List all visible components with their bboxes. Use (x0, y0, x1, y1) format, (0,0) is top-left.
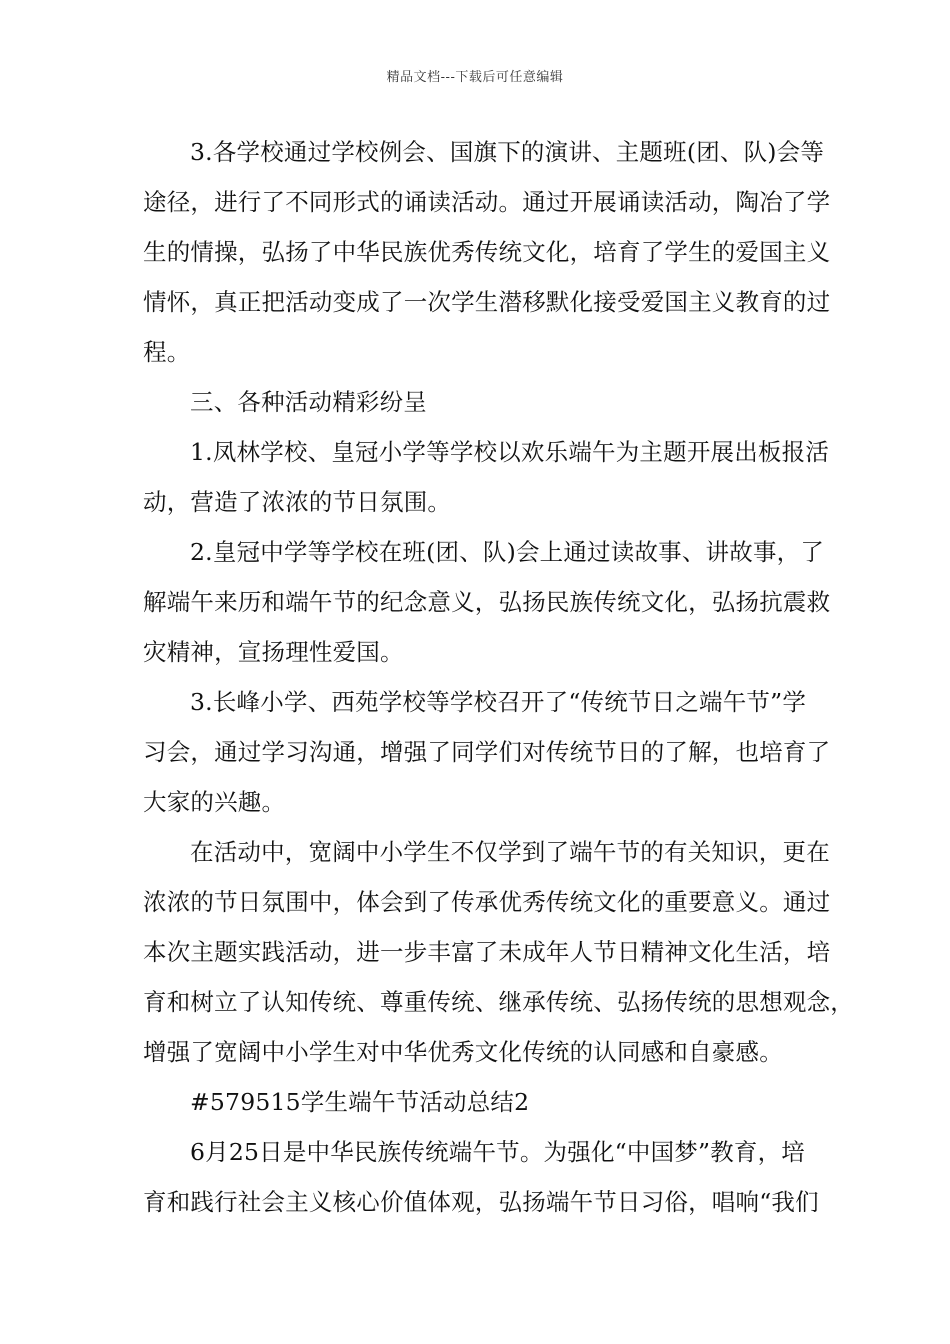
paragraph-line: 3.长峰小学、西苑学校等学校召开了“传统节日之端午节”学 (190, 688, 807, 716)
paragraph-line: 灾精神，宣扬理性爱国。 (143, 638, 404, 666)
section-heading (143, 383, 811, 433)
document-body (143, 133, 854, 1233)
paragraph-school-recitation (143, 133, 831, 383)
page-header: 精品文档---下载后可任意编辑 (386, 70, 564, 85)
article-title (143, 1083, 811, 1133)
paragraph-line: 育和树立了认知传统、尊重传统、继承传统、弘扬传统的思想观念， (143, 988, 854, 1016)
paragraph-line: 途径，进行了不同形式的诵读活动。通过开展诵读活动，陶冶了学 (143, 188, 831, 216)
paragraph-line: 生的情操，弘扬了中华民族优秀传统文化，培育了学生的爱国主义 (143, 238, 831, 266)
paragraph-line: 2.皇冠中学等学校在班(团、队)会上通过读故事、讲故事，了 (190, 538, 825, 566)
paragraph-line: 育和践行社会主义核心价值体观，弘扬端午节日习俗，唱响“我们 (143, 1188, 819, 1216)
paragraph-line: 本次主题实践活动，进一步丰富了未成年人节日精神文化生活，培 (143, 938, 831, 966)
paragraph-storytelling (143, 533, 831, 683)
article-title-text: #579515学生端午节活动总结2 (190, 1088, 530, 1116)
paragraph-line: 程。 (143, 338, 191, 366)
paragraph-line: 解端午来历和端午节的纪念意义，弘扬民族传统文化，弘扬抗震救 (143, 588, 831, 616)
section-heading-text: 三、各种活动精彩纷呈 (190, 388, 427, 416)
paragraph-line: 动，营造了浓浓的节日氛围。 (143, 488, 452, 516)
paragraph-line: 大家的兴趣。 (143, 788, 286, 816)
paragraph-line: 情怀，真正把活动变成了一次学生潜移默化接受爱国主义教育的过 (143, 288, 831, 316)
paragraph-blackboard-activity (143, 433, 830, 533)
paragraph-study-meeting (143, 683, 831, 833)
paragraph-summary (143, 833, 854, 1083)
paragraph-line: 习会，通过学习沟通，增强了同学们对传统节日的了解，也培育了 (143, 738, 831, 766)
paragraph-dragon-boat-intro (143, 1133, 819, 1233)
paragraph-line: 6月25日是中华民族传统端午节。为强化“中国梦”教育，培 (190, 1138, 805, 1166)
paragraph-line: 浓浓的节日氛围中，体会到了传承优秀传统文化的重要意义。通过 (143, 888, 831, 916)
paragraph-line: 3.各学校通过学校例会、国旗下的演讲、主题班(团、队)会等 (190, 138, 825, 166)
paragraph-line: 增强了宽阔中小学生对中华优秀文化传统的认同感和自豪感。 (143, 1038, 783, 1066)
paragraph-line: 1.凤林学校、皇冠小学等学校以欢乐端午为主题开展出板报活 (190, 438, 830, 466)
paragraph-line: 在活动中，宽阔中小学生不仅学到了端午节的有关知识，更在 (190, 838, 830, 866)
